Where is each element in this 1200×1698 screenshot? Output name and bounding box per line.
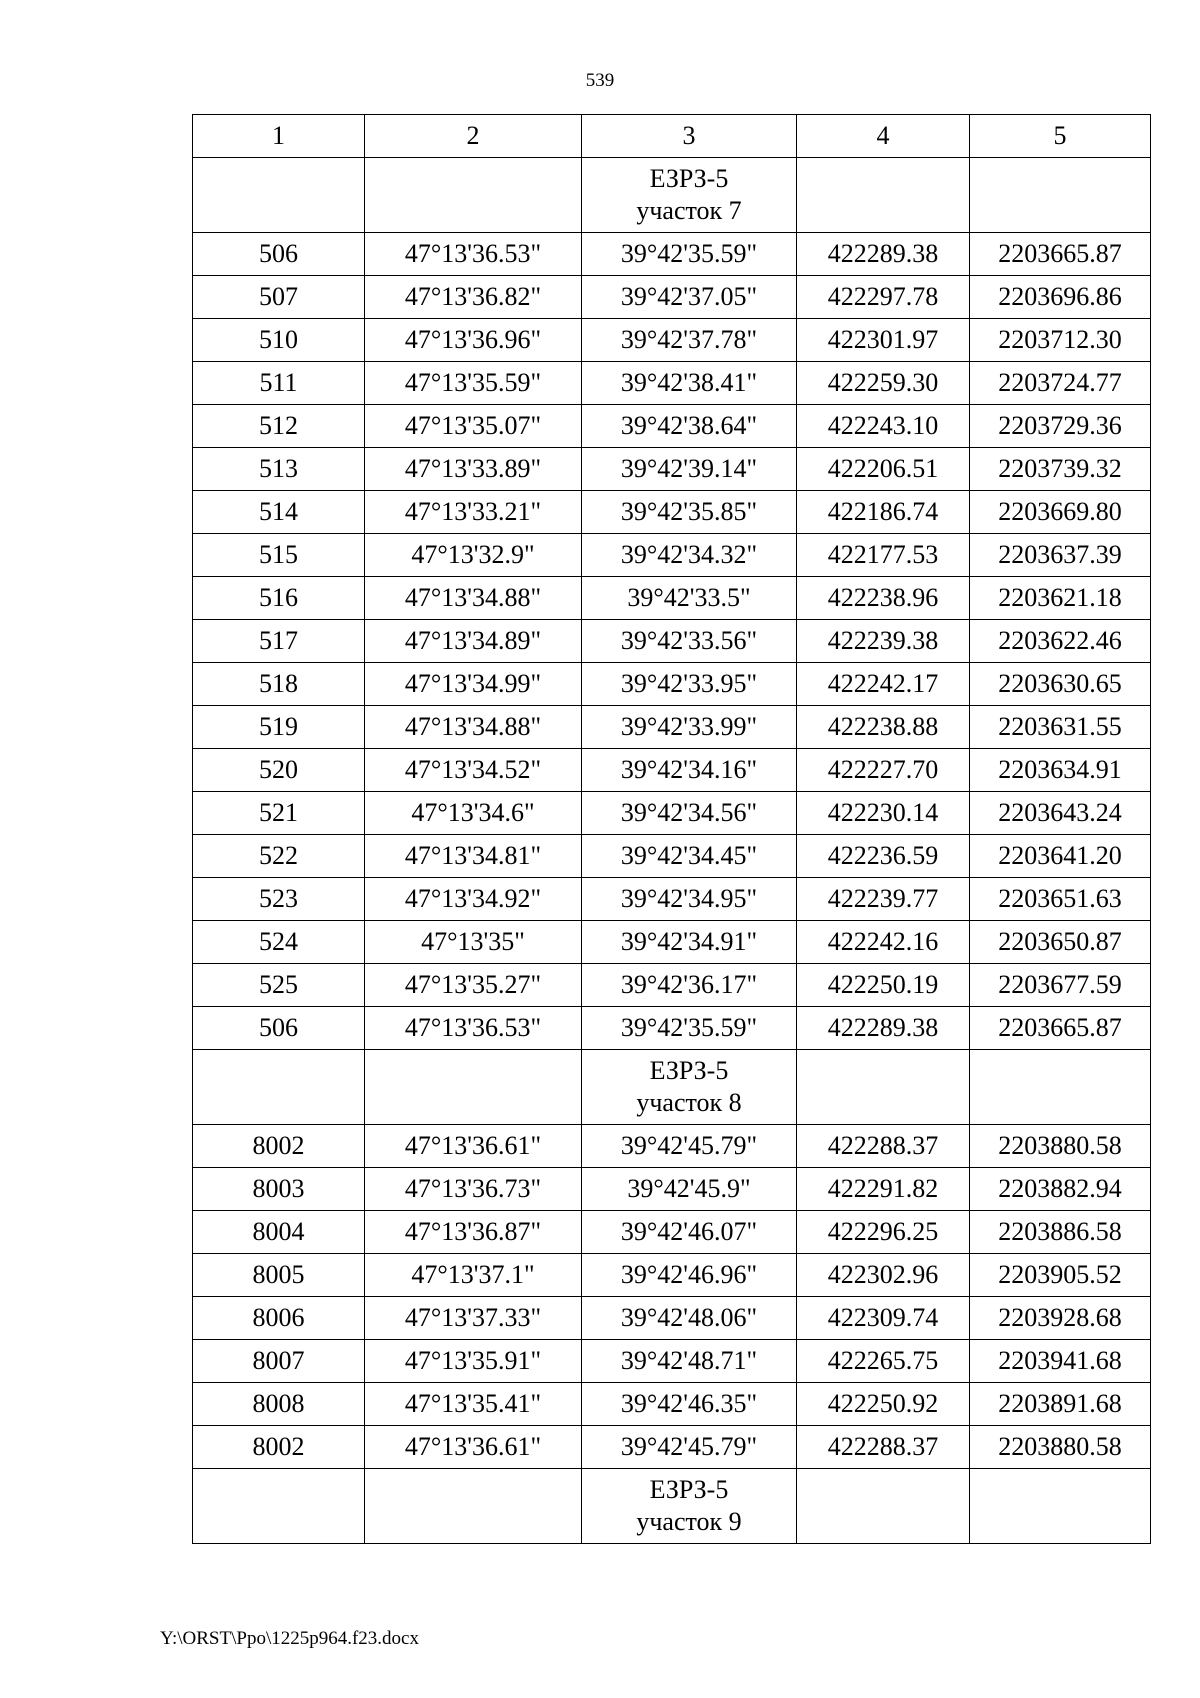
- table-cell-col-1: 518: [193, 663, 365, 706]
- column-header-4: 4: [797, 115, 970, 158]
- table-row: [193, 319, 1151, 362]
- table-cell-col-3: 39°42'34.91": [582, 921, 797, 964]
- table-cell-col-2: 47°13'34.99": [365, 663, 582, 706]
- table-cell-col-1: 507: [193, 276, 365, 319]
- table-cell-col-3: 39°42'35.59": [582, 233, 797, 276]
- table-cell-col-2: 47°13'34.52": [365, 749, 582, 792]
- table-cell-col-4: 422239.38: [797, 620, 970, 663]
- table-row: [193, 233, 1151, 276]
- table-cell-col-4: 422242.16: [797, 921, 970, 964]
- table-cell-col-4: 422242.17: [797, 663, 970, 706]
- table-cell-col-2: 47°13'36.53": [365, 233, 582, 276]
- table-cell-col-4: 422288.37: [797, 1125, 970, 1168]
- table-row: [193, 1340, 1151, 1383]
- table-cell-col-3: 39°42'35.59": [582, 1007, 797, 1050]
- empty-cell: [365, 1050, 582, 1125]
- section-subtitle: участок 7: [636, 196, 742, 225]
- table-cell-col-5: 2203631.55: [970, 706, 1151, 749]
- table-row: [193, 878, 1151, 921]
- table-cell-col-5: 2203880.58: [970, 1426, 1151, 1469]
- table-cell-col-5: 2203650.87: [970, 921, 1151, 964]
- table-cell-col-1: 520: [193, 749, 365, 792]
- table-cell-col-3: 39°42'34.32": [582, 534, 797, 577]
- table-row: [193, 1297, 1151, 1340]
- table-cell-col-4: 422238.96: [797, 577, 970, 620]
- table-row: [193, 964, 1151, 1007]
- table-cell-col-3: 39°42'33.95": [582, 663, 797, 706]
- table-cell-col-1: 523: [193, 878, 365, 921]
- table-cell-col-3: 39°42'34.56": [582, 792, 797, 835]
- table-cell-col-1: 516: [193, 577, 365, 620]
- table-cell-col-5: 2203677.59: [970, 964, 1151, 1007]
- table-cell-col-4: 422177.53: [797, 534, 970, 577]
- section-title: ЕЗРЗ-5: [649, 164, 729, 193]
- section-subtitle: участок 8: [636, 1088, 742, 1117]
- table-cell-col-3: 39°42'46.96": [582, 1254, 797, 1297]
- table-cell-col-3: 39°42'33.56": [582, 620, 797, 663]
- table-cell-col-3: 39°42'48.71": [582, 1340, 797, 1383]
- empty-cell: [193, 158, 365, 233]
- table-cell-col-1: 8007: [193, 1340, 365, 1383]
- empty-cell: [970, 1050, 1151, 1125]
- table-cell-col-5: 2203941.68: [970, 1340, 1151, 1383]
- table-cell-col-5: 2203891.68: [970, 1383, 1151, 1426]
- table-cell-col-3: 39°42'34.45": [582, 835, 797, 878]
- section-label: [582, 1050, 797, 1125]
- table-cell-col-1: 524: [193, 921, 365, 964]
- table-body: [193, 158, 1151, 1544]
- table-cell-col-2: 47°13'37.33": [365, 1297, 582, 1340]
- table-row: [193, 1383, 1151, 1426]
- table-cell-col-2: 47°13'34.92": [365, 878, 582, 921]
- table-cell-col-5: 2203630.65: [970, 663, 1151, 706]
- column-header-1: 1: [193, 115, 365, 158]
- table-cell-col-2: 47°13'35.07": [365, 405, 582, 448]
- table-cell-col-2: 47°13'34.88": [365, 577, 582, 620]
- table-cell-col-1: 8004: [193, 1211, 365, 1254]
- empty-cell: [797, 158, 970, 233]
- table-cell-col-3: 39°42'33.99": [582, 706, 797, 749]
- column-header-3: 3: [582, 115, 797, 158]
- table-row: [193, 1426, 1151, 1469]
- page-number: 539: [585, 70, 615, 91]
- table-cell-col-5: 2203739.32: [970, 448, 1151, 491]
- table-cell-col-4: 422239.77: [797, 878, 970, 921]
- table-cell-col-5: 2203724.77: [970, 362, 1151, 405]
- table-cell-col-3: 39°42'37.78": [582, 319, 797, 362]
- table-cell-col-3: 39°42'39.14": [582, 448, 797, 491]
- table-row: [193, 749, 1151, 792]
- table-cell-col-5: 2203621.18: [970, 577, 1151, 620]
- table-cell-col-2: 47°13'36.73": [365, 1168, 582, 1211]
- table-cell-col-4: 422301.97: [797, 319, 970, 362]
- table-cell-col-5: 2203643.24: [970, 792, 1151, 835]
- table-cell-col-5: 2203634.91: [970, 749, 1151, 792]
- table-cell-col-3: 39°42'37.05": [582, 276, 797, 319]
- table-cell-col-1: 522: [193, 835, 365, 878]
- empty-cell: [193, 1050, 365, 1125]
- empty-cell: [970, 1469, 1151, 1544]
- table-row: [193, 921, 1151, 964]
- table-cell-col-3: 39°42'35.85": [582, 491, 797, 534]
- table-cell-col-1: 513: [193, 448, 365, 491]
- table-row: [193, 362, 1151, 405]
- table-row: [193, 1125, 1151, 1168]
- table-cell-col-4: 422289.38: [797, 1007, 970, 1050]
- table-row: [193, 534, 1151, 577]
- table-row: [193, 1007, 1151, 1050]
- table-row: [193, 620, 1151, 663]
- footer-file-path: Y:\ORST\Ppo\1225p964.f23.docx: [160, 1628, 419, 1649]
- table-cell-col-1: 8003: [193, 1168, 365, 1211]
- table-cell-col-1: 8002: [193, 1125, 365, 1168]
- table-cell-col-1: 8008: [193, 1383, 365, 1426]
- section-header-row: [193, 158, 1151, 233]
- table-row: [193, 706, 1151, 749]
- table-cell-col-1: 510: [193, 319, 365, 362]
- table-cell-col-4: 422206.51: [797, 448, 970, 491]
- table-cell-col-2: 47°13'36.53": [365, 1007, 582, 1050]
- table-cell-col-1: 506: [193, 1007, 365, 1050]
- table-cell-col-2: 47°13'34.6": [365, 792, 582, 835]
- coordinates-table: [192, 114, 1151, 1544]
- table-cell-col-3: 39°42'34.95": [582, 878, 797, 921]
- table-cell-col-5: 2203696.86: [970, 276, 1151, 319]
- empty-cell: [365, 158, 582, 233]
- table-cell-col-2: 47°13'35": [365, 921, 582, 964]
- table-cell-col-1: 8006: [193, 1297, 365, 1340]
- table-cell-col-4: 422296.25: [797, 1211, 970, 1254]
- table-cell-col-2: 47°13'36.87": [365, 1211, 582, 1254]
- table-cell-col-3: 39°42'46.07": [582, 1211, 797, 1254]
- table-cell-col-4: 422302.96: [797, 1254, 970, 1297]
- table-cell-col-1: 519: [193, 706, 365, 749]
- table-cell-col-2: 47°13'32.9": [365, 534, 582, 577]
- section-header-row: [193, 1050, 1151, 1125]
- table-header-row: [193, 115, 1151, 158]
- table-cell-col-4: 422250.92: [797, 1383, 970, 1426]
- table-row: [193, 1211, 1151, 1254]
- table-cell-col-5: 2203665.87: [970, 233, 1151, 276]
- table-cell-col-2: 47°13'35.91": [365, 1340, 582, 1383]
- table-cell-col-2: 47°13'36.96": [365, 319, 582, 362]
- table-row: [193, 792, 1151, 835]
- table-cell-col-2: 47°13'35.41": [365, 1383, 582, 1426]
- table-cell-col-1: 515: [193, 534, 365, 577]
- empty-cell: [797, 1469, 970, 1544]
- table-cell-col-4: 422265.75: [797, 1340, 970, 1383]
- table-row: [193, 1254, 1151, 1297]
- table-cell-col-2: 47°13'34.81": [365, 835, 582, 878]
- section-label: [582, 158, 797, 233]
- table-cell-col-4: 422236.59: [797, 835, 970, 878]
- empty-cell: [970, 158, 1151, 233]
- table-cell-col-1: 525: [193, 964, 365, 1007]
- table-cell-col-5: 2203622.46: [970, 620, 1151, 663]
- table-cell-col-3: 39°42'36.17": [582, 964, 797, 1007]
- table-cell-col-5: 2203729.36: [970, 405, 1151, 448]
- table-cell-col-2: 47°13'36.61": [365, 1125, 582, 1168]
- section-header-row: [193, 1469, 1151, 1544]
- table-cell-col-2: 47°13'35.27": [365, 964, 582, 1007]
- table-row: [193, 663, 1151, 706]
- table-cell-col-1: 8002: [193, 1426, 365, 1469]
- table-cell-col-3: 39°42'34.16": [582, 749, 797, 792]
- section-title: ЕЗРЗ-5: [649, 1475, 729, 1504]
- table-cell-col-2: 47°13'35.59": [365, 362, 582, 405]
- table-cell-col-5: 2203712.30: [970, 319, 1151, 362]
- table-cell-col-4: 422309.74: [797, 1297, 970, 1340]
- table-cell-col-4: 422289.38: [797, 233, 970, 276]
- table-row: [193, 448, 1151, 491]
- table-cell-col-1: 514: [193, 491, 365, 534]
- empty-cell: [797, 1050, 970, 1125]
- table-cell-col-5: 2203641.20: [970, 835, 1151, 878]
- table-cell-col-4: 422243.10: [797, 405, 970, 448]
- table-cell-col-3: 39°42'45.79": [582, 1125, 797, 1168]
- table-cell-col-4: 422186.74: [797, 491, 970, 534]
- table-row: [193, 491, 1151, 534]
- table-cell-col-3: 39°42'33.5": [582, 577, 797, 620]
- column-header-2: 2: [365, 115, 582, 158]
- table-cell-col-5: 2203637.39: [970, 534, 1151, 577]
- table-cell-col-5: 2203905.52: [970, 1254, 1151, 1297]
- table-cell-col-4: 422227.70: [797, 749, 970, 792]
- table-cell-col-2: 47°13'36.82": [365, 276, 582, 319]
- table-cell-col-5: 2203651.63: [970, 878, 1151, 921]
- table-row: [193, 577, 1151, 620]
- table-cell-col-3: 39°42'38.64": [582, 405, 797, 448]
- table-cell-col-3: 39°42'38.41": [582, 362, 797, 405]
- section-label: [582, 1469, 797, 1544]
- column-header-5: 5: [970, 115, 1151, 158]
- table-cell-col-2: 47°13'36.61": [365, 1426, 582, 1469]
- table-cell-col-4: 422288.37: [797, 1426, 970, 1469]
- table-cell-col-3: 39°42'45.79": [582, 1426, 797, 1469]
- table-row: [193, 835, 1151, 878]
- table-cell-col-4: 422259.30: [797, 362, 970, 405]
- table-cell-col-4: 422291.82: [797, 1168, 970, 1211]
- table-cell-col-1: 521: [193, 792, 365, 835]
- table-row: [193, 1168, 1151, 1211]
- table-cell-col-2: 47°13'33.21": [365, 491, 582, 534]
- table-cell-col-5: 2203669.80: [970, 491, 1151, 534]
- section-subtitle: участок 9: [636, 1507, 742, 1536]
- table-row: [193, 405, 1151, 448]
- table-cell-col-4: 422297.78: [797, 276, 970, 319]
- table-cell-col-5: 2203928.68: [970, 1297, 1151, 1340]
- table-cell-col-1: 511: [193, 362, 365, 405]
- table-cell-col-2: 47°13'34.89": [365, 620, 582, 663]
- empty-cell: [193, 1469, 365, 1544]
- table-cell-col-2: 47°13'33.89": [365, 448, 582, 491]
- table-cell-col-3: 39°42'46.35": [582, 1383, 797, 1426]
- table-cell-col-4: 422238.88: [797, 706, 970, 749]
- table-cell-col-5: 2203880.58: [970, 1125, 1151, 1168]
- table-cell-col-2: 47°13'34.88": [365, 706, 582, 749]
- table-row: [193, 276, 1151, 319]
- table-cell-col-1: 517: [193, 620, 365, 663]
- table-cell-col-1: 512: [193, 405, 365, 448]
- table-cell-col-1: 8005: [193, 1254, 365, 1297]
- table-cell-col-5: 2203882.94: [970, 1168, 1151, 1211]
- table-cell-col-2: 47°13'37.1": [365, 1254, 582, 1297]
- section-title: ЕЗРЗ-5: [649, 1056, 729, 1085]
- table-cell-col-4: 422230.14: [797, 792, 970, 835]
- table-cell-col-3: 39°42'45.9": [582, 1168, 797, 1211]
- table-cell-col-1: 506: [193, 233, 365, 276]
- empty-cell: [365, 1469, 582, 1544]
- table-cell-col-3: 39°42'48.06": [582, 1297, 797, 1340]
- table-cell-col-5: 2203665.87: [970, 1007, 1151, 1050]
- table-cell-col-4: 422250.19: [797, 964, 970, 1007]
- table-cell-col-5: 2203886.58: [970, 1211, 1151, 1254]
